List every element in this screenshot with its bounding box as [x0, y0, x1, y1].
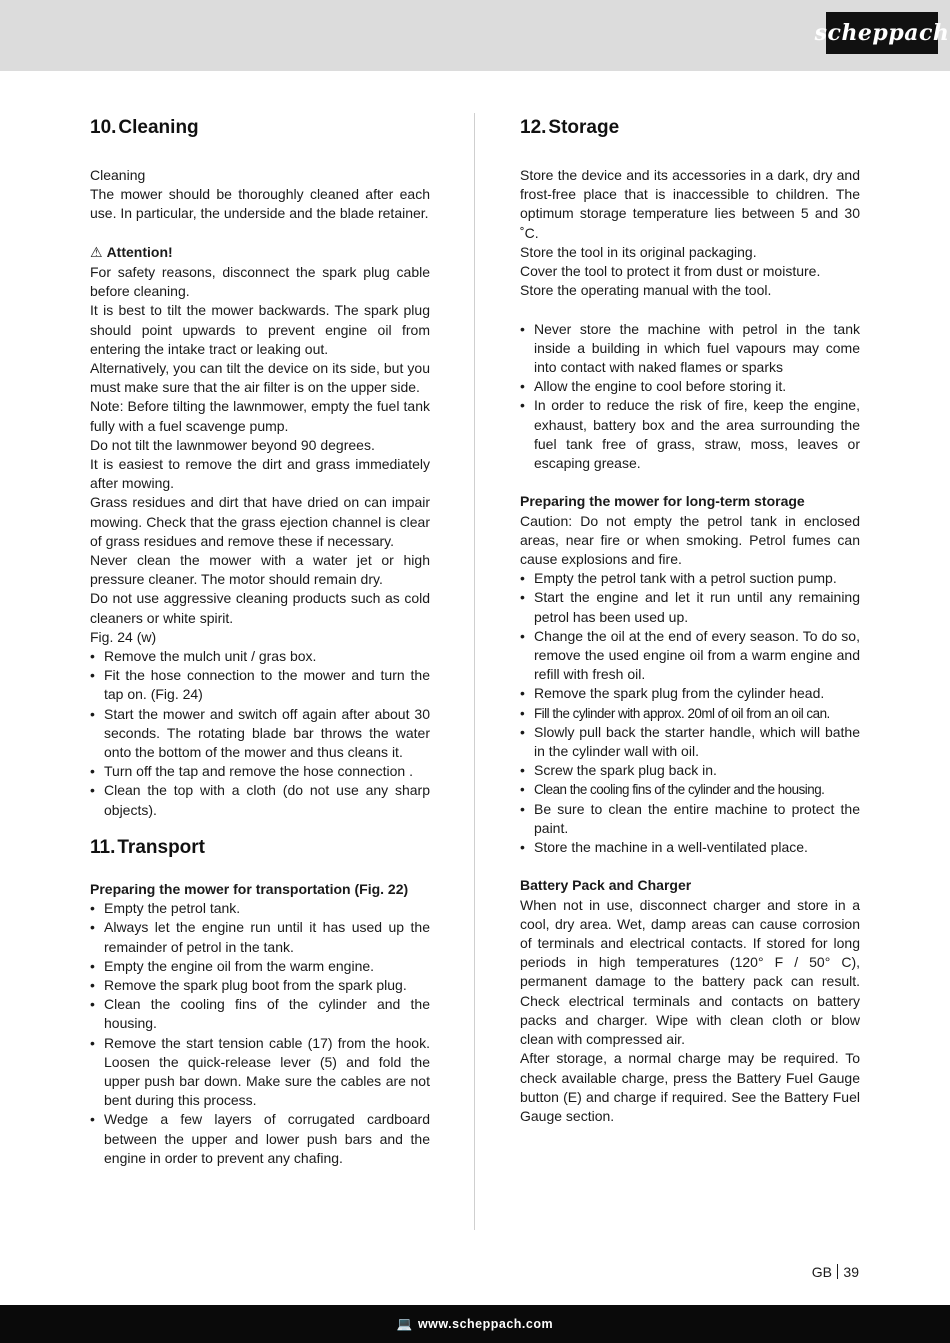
list-item: • Empty the engine oil from the warm engine.: [90, 957, 430, 976]
longterm-caution-text: Caution: Do not empty the petrol tank in enclosed areas, near fire or when smoking. Petrol fumes can cause explosions and fire.: [520, 512, 860, 568]
list-item: • Clean the cooling fins of the cylinder and the housing.: [520, 780, 860, 799]
cleaning-intro-text: The mower should be thoroughly cleaned after each use. In particular, the underside and the blade retainer.: [90, 186, 430, 222]
cleaning-paragraph: Note: Before tilting the lawnmower, empty the fuel tank fully with a fuel scavenge pump.: [90, 398, 430, 434]
cleaning-paragraph: It is best to tilt the mower backwards. The spark plug should point upwards to prevent engine oil from entering the intake tract or leaking out.: [90, 302, 430, 357]
list-item: • Change the oil at the end of every season. To do so, remove the used engine oil from a warm engine and refill with fresh oil.: [520, 627, 860, 685]
list-item: • Always let the engine run until it has used up the remainder of petrol in the tank.: [90, 918, 430, 956]
computer-icon: 💻: [396, 1316, 413, 1331]
header-bar: [0, 0, 950, 71]
list-item: • Fill the cylinder with approx. 20ml of oil from an oil can.: [520, 704, 860, 723]
list-item: • Remove the mulch unit / gras box.: [90, 647, 430, 666]
storage-paragraph: Store the tool in its original packaging.: [520, 243, 757, 260]
storage-paragraph: Store the operating manual with the tool.: [520, 282, 772, 299]
longterm-steps-list: [520, 569, 860, 857]
transport-steps-list: [90, 899, 430, 1168]
cleaning-paragraph: Never clean the mower with a water jet or high pressure cleaner. The motor should remain dry.: [90, 552, 430, 588]
cleaning-paragraph: Do not tilt the lawnmower beyond 90 degrees.: [90, 436, 375, 453]
page-number-value: 39: [843, 1264, 859, 1280]
list-item: • Fit the hose connection to the mower and turn the tap on. (Fig. 24): [90, 666, 430, 704]
cleaning-paragraph: For safety reasons, disconnect the spark plug cable before cleaning.: [90, 264, 430, 300]
cleaning-intro-label: Cleaning: [90, 167, 146, 183]
footer-bar: [0, 1305, 950, 1343]
list-item: • Remove the start tension cable (17) from the hook. Loosen the quick-release lever (5) and fold the upper push bar down. Make sure the cables are not bent during this process.: [90, 1034, 430, 1111]
right-column: [520, 114, 860, 1126]
brand-logo: [814, 12, 950, 54]
list-item: • Turn off the tap and remove the hose connection .: [90, 762, 430, 781]
page-number: [812, 1264, 859, 1280]
column-divider: [474, 113, 475, 1230]
list-item: • Clean the top with a cloth (do not use any sharp objects).: [90, 781, 430, 819]
list-item: • Wedge a few layers of corrugated cardboard between the upper and lower push bars and the engine in order to prevent any chafing.: [90, 1110, 430, 1168]
list-item: • Remove the spark plug from the cylinder head.: [520, 684, 860, 703]
list-item: • Store the machine in a well-ventilated place.: [520, 838, 860, 857]
list-item: • Never store the machine with petrol in the tank inside a building in which fuel vapours may come into contact with naked flames or sparks: [520, 320, 860, 378]
cleaning-paragraph: Alternatively, you can tilt the device on its side, but you must make sure that the air filter is on the upper side.: [90, 360, 430, 396]
page-language: GB: [811, 1264, 832, 1280]
list-item: • Be sure to clean the entire machine to protect the paint.: [520, 800, 860, 838]
list-item: • Remove the spark plug boot from the spark plug.: [90, 976, 430, 995]
figure-reference: Fig. 24 (w): [90, 628, 157, 645]
brand-logo-text: scheppach: [814, 20, 950, 46]
storage-paragraph: Store the device and its accessories in a dark, dry and frost-free place that is inaccessible to children. The optimum storage temperature lies between 5 and 30 ˚C.: [520, 167, 860, 241]
cleaning-heading: 10. Cleaning: [90, 117, 199, 138]
list-item: • Start the mower and switch off again after about 30 seconds. The rotating blade bar throws the water onto the bottom of the mower and thus cleans it.: [90, 705, 430, 763]
warning-triangle-icon: ⚠: [90, 244, 103, 261]
transport-heading: 11. Transport: [90, 836, 205, 858]
cleaning-steps-list: [90, 647, 430, 820]
battery-heading: Battery Pack and Charger: [520, 877, 692, 894]
list-item: • Allow the engine to cool before storing it.: [520, 377, 860, 396]
list-item: • Clean the cooling fins of the cylinder and the housing.: [90, 995, 430, 1033]
list-item: • Start the engine and let it run until any remaining petrol has been used up.: [520, 588, 860, 626]
footer-url[interactable]: www.scheppach.com: [417, 1317, 554, 1331]
page-separator: [837, 1264, 839, 1279]
attention-heading: ⚠ Attention!: [90, 243, 173, 261]
list-item: • Slowly pull back the starter handle, which will bathe in the cylinder wall with oil.: [520, 723, 860, 761]
longterm-storage-heading: Preparing the mower for long-term storage: [520, 493, 805, 510]
cleaning-paragraph: Do not use aggressive cleaning products such as cold cleaners or white spirit.: [90, 590, 430, 626]
battery-paragraph: After storage, a normal charge may be required. To check available charge, press the Battery Fuel Gauge button (E) and charge if required. See the Battery Fuel Gauge section.: [520, 1050, 860, 1124]
transport-subheading: Preparing the mower for transportation (Fig. 22): [90, 880, 409, 897]
list-item: • Empty the petrol tank.: [90, 899, 430, 918]
battery-paragraph: When not in use, disconnect charger and store in a cool, dry area. Wet, damp areas can cause corrosion of terminals and electrical contacts. If stored for long periods in high temperatures (120° F / 50° C), permanent damage to the battery pack can result. Check electrical terminals and contacts on battery packs and charger. Wipe with clean cloth or blow clean with compressed air.: [520, 896, 860, 1048]
storage-paragraph: Cover the tool to protect it from dust or moisture.: [520, 263, 821, 280]
list-item: • Screw the spark plug back in.: [520, 761, 860, 780]
storage-heading: 12. Storage: [520, 117, 620, 138]
cleaning-paragraph: Grass residues and dirt that have dried on can impair mowing. Check that the grass ejection channel is clear of grass residues and remove these if necessary.: [90, 494, 430, 549]
cleaning-paragraph: It is easiest to remove the dirt and grass immediately after mowing.: [90, 456, 430, 492]
storage-bullets-list: [520, 320, 860, 474]
list-item: • In order to reduce the risk of fire, keep the engine, exhaust, battery box and the area surrounding the fuel tank free of grass, straw, moss, leaves or escaping grease.: [520, 396, 860, 473]
list-item: • Empty the petrol tank with a petrol suction pump.: [520, 569, 860, 588]
left-column: [90, 114, 430, 1168]
